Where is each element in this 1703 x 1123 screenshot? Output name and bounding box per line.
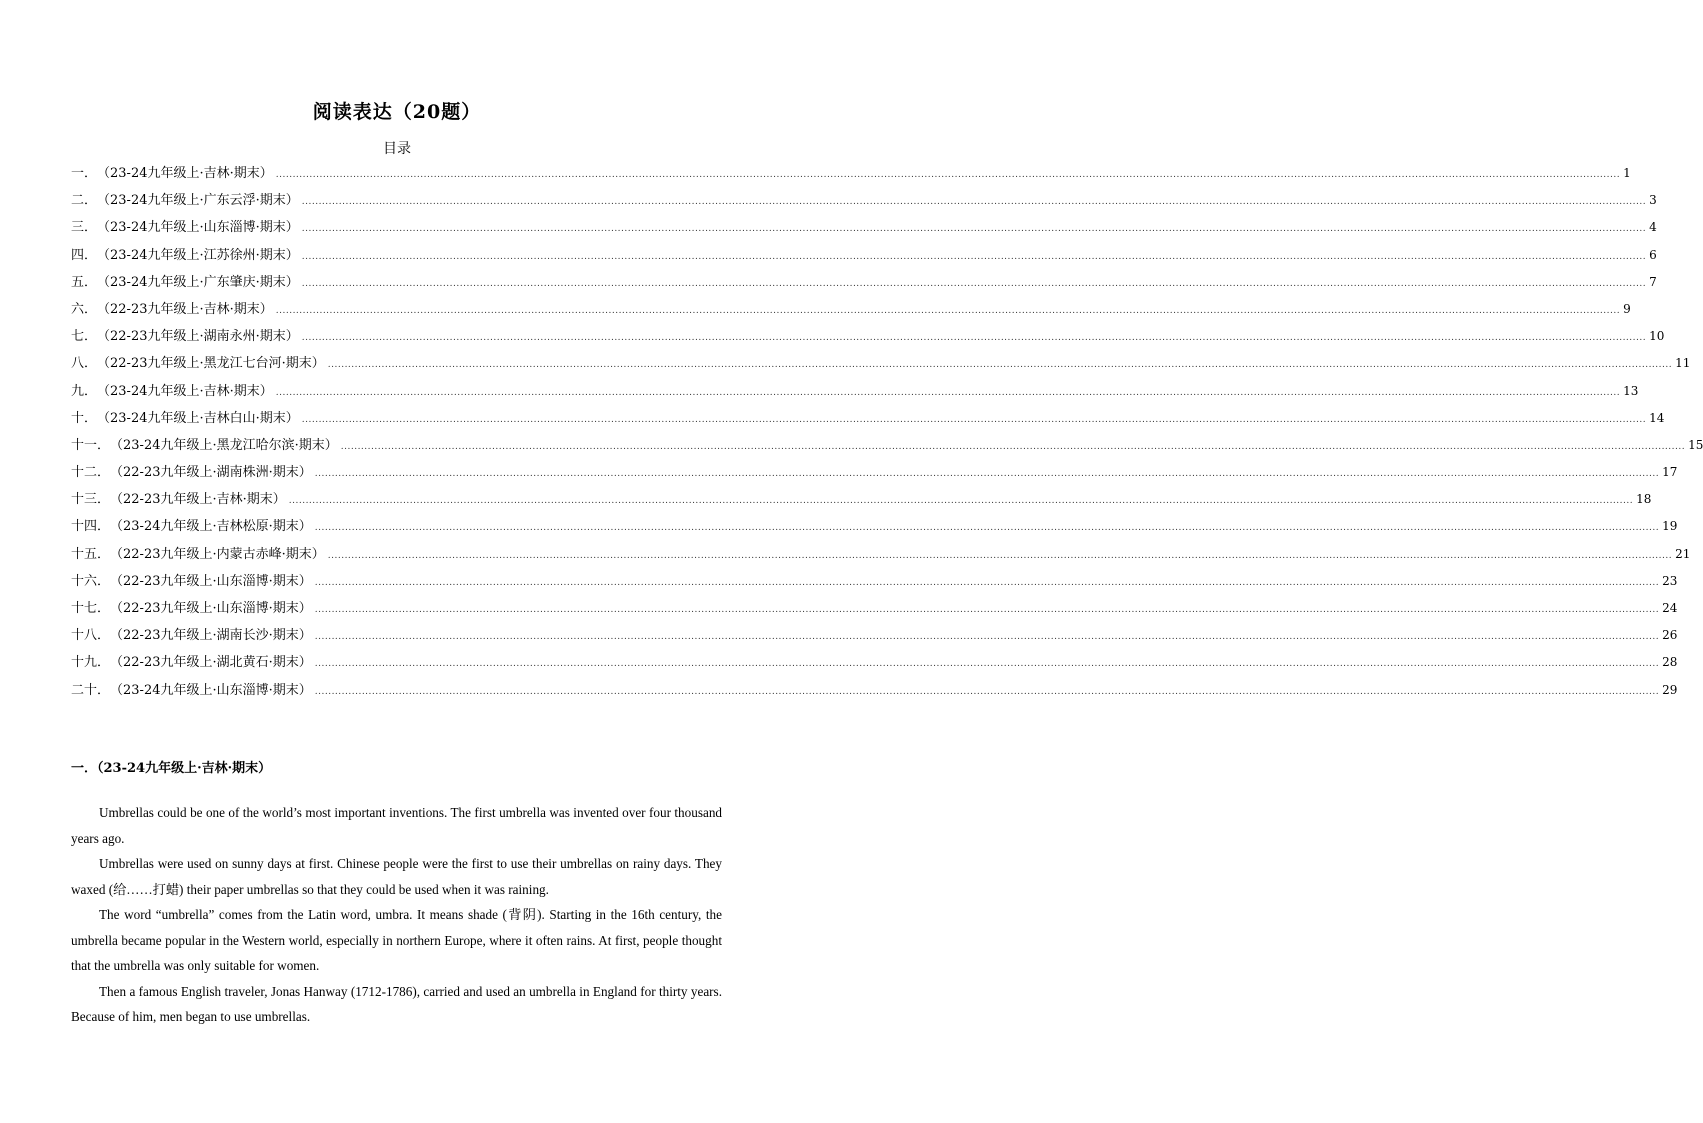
- toc-leader-dots: ................................................................................................................................................................................................................................................................................................................................................................................................................: [301, 414, 1647, 425]
- toc-entry[interactable]: [71, 407, 1665, 434]
- toc-entry[interactable]: [71, 597, 1678, 624]
- toc-entry-number: 十六．: [71, 573, 111, 589]
- toc-heading: 目录: [383, 141, 411, 157]
- toc-entry-page: 28: [1662, 655, 1678, 670]
- toc-leader-dots: ................................................................................................................................................................................................................................................................................................................................................................................................................: [314, 686, 1660, 697]
- toc-entry[interactable]: [71, 325, 1665, 352]
- toc-entry-source: （22-23九年级上·湖南长沙·期末）: [110, 628, 312, 644]
- toc-entry[interactable]: [71, 352, 1691, 379]
- toc-entry[interactable]: [71, 244, 1657, 271]
- toc-entry[interactable]: [71, 488, 1652, 515]
- toc-entry-number: 八．: [71, 356, 98, 372]
- toc-entry[interactable]: [71, 679, 1678, 706]
- toc-entry-number: 十七．: [71, 601, 111, 616]
- toc-entry-source: （23-24九年级上·山东淄博·期末）: [97, 220, 299, 236]
- toc-entry-page: 18: [1636, 492, 1652, 507]
- toc-entry[interactable]: [71, 189, 1657, 216]
- toc-entry-page: 17: [1662, 465, 1678, 480]
- toc-entry-source: （22-23九年级上·黑龙江七台河·期末）: [97, 356, 325, 372]
- toc-entry-page: 11: [1675, 356, 1691, 371]
- toc-leader-dots: ................................................................................................................................................................................................................................................................................................................................................................................................................: [327, 360, 1673, 371]
- toc-entry-page: 10: [1649, 329, 1665, 344]
- toc-entry[interactable]: [71, 461, 1678, 488]
- toc-entry[interactable]: [71, 380, 1639, 407]
- toc-entry-source: （23-24九年级上·吉林松原·期末）: [110, 519, 312, 535]
- toc-entry-page: 19: [1662, 519, 1678, 534]
- toc-leader-dots: ................................................................................................................................................................................................................................................................................................................................................................................................................: [314, 605, 1660, 615]
- toc-entry[interactable]: [71, 570, 1678, 597]
- toc-entry-page: 7: [1649, 274, 1657, 289]
- toc-entry-page: 24: [1662, 601, 1678, 615]
- document-title: 阅读表达（20题）: [312, 101, 482, 123]
- toc-leader-dots: ................................................................................................................................................................................................................................................................................................................................................................................................................: [288, 496, 1634, 507]
- toc-entry-number: 九．: [71, 383, 98, 399]
- toc-entry-page: 14: [1649, 410, 1665, 425]
- toc-entry[interactable]: [71, 298, 1631, 325]
- toc-leader-dots: ................................................................................................................................................................................................................................................................................................................................................................................................................: [275, 387, 1621, 398]
- toc-entry-number: 十五．: [71, 546, 111, 562]
- toc-entry-source: （23-24九年级上·吉林白山·期末）: [97, 410, 299, 426]
- paragraph: The word “umbrella” comes from the Latin word, umbra. It means shade (背阴). Starting in the 16th century, the umbrella became popular in the Western world, especially in northern Europe, where it often rains. At first, people thought that the umbrella was only suitable for women.: [71, 907, 722, 973]
- paragraph: Umbrellas were used on sunny days at first. Chinese people were the first to use their umbrellas on rainy days. They waxed (给……打蜡) their paper umbrellas so that they could be used when it was raining.: [71, 856, 722, 897]
- toc-leader-dots: ................................................................................................................................................................................................................................................................................................................................................................................................................: [275, 170, 1621, 180]
- toc-entry-number: 二．: [71, 193, 98, 209]
- toc-entry-number: 三．: [71, 220, 98, 236]
- toc-entry-number: 二十．: [71, 682, 111, 698]
- toc-entry[interactable]: [71, 216, 1657, 243]
- toc-leader-dots: ................................................................................................................................................................................................................................................................................................................................................................................................................: [275, 305, 1621, 316]
- toc-entry[interactable]: [71, 434, 1703, 461]
- toc-entry-number: 十一．: [71, 437, 111, 453]
- toc-leader-dots: ................................................................................................................................................................................................................................................................................................................................................................................................................: [340, 441, 1686, 452]
- toc-entry-page: 1: [1623, 166, 1631, 180]
- paragraph: Umbrellas could be one of the world’s most important inventions. The first umbrella was invented over four thousand years ago.: [71, 805, 722, 846]
- toc-entry-number: 一．: [71, 166, 98, 181]
- toc-entry[interactable]: [71, 162, 1631, 189]
- toc-entry-number: 十四．: [71, 519, 111, 535]
- toc-entry-page: 23: [1662, 573, 1678, 588]
- toc-entry-number: 十二．: [71, 465, 111, 481]
- paragraph: Then a famous English traveler, Jonas Hanway (1712-1786), carried and used an umbrella in England for thirty years. Because of him, men began to use umbrellas.: [71, 983, 722, 1024]
- toc-entry-page: 3: [1649, 193, 1657, 208]
- toc-entry-number: 五．: [71, 274, 98, 290]
- toc-entry[interactable]: [71, 543, 1691, 570]
- toc-leader-dots: ................................................................................................................................................................................................................................................................................................................................................................................................................: [301, 251, 1647, 262]
- toc-entry-number: 十九．: [71, 655, 111, 671]
- toc-entry-source: （23-24九年级上·广东肇庆·期末）: [97, 274, 299, 290]
- toc-entry-number: 十三．: [71, 492, 111, 508]
- toc-entry-number: 十．: [71, 410, 98, 426]
- toc-entry-page: 4: [1649, 220, 1657, 235]
- toc-entry-source: （22-23九年级上·湖北黄石·期末）: [110, 655, 312, 671]
- toc-entry-page: 29: [1662, 682, 1678, 697]
- toc-leader-dots: ................................................................................................................................................................................................................................................................................................................................................................................................................: [327, 550, 1673, 561]
- toc-entry-source: （22-23九年级上·吉林·期末）: [110, 492, 286, 508]
- toc-entry-number: 四．: [71, 247, 98, 263]
- toc-entry-source: （23-24九年级上·黑龙江哈尔滨·期末）: [110, 437, 338, 453]
- toc-entry-source: （23-24九年级上·山东淄博·期末）: [110, 682, 312, 698]
- toc-leader-dots: ................................................................................................................................................................................................................................................................................................................................................................................................................: [314, 577, 1660, 588]
- toc-leader-dots: ................................................................................................................................................................................................................................................................................................................................................................................................................: [301, 278, 1647, 289]
- toc-entry-page: 6: [1649, 247, 1657, 262]
- toc-entry-page: 9: [1623, 301, 1631, 316]
- toc-entry-source: （22-23九年级上·湖南永州·期末）: [97, 329, 299, 345]
- toc-entry-source: （22-23九年级上·山东淄博·期末）: [110, 573, 312, 589]
- toc-entry-source: （23-24九年级上·吉林·期末）: [97, 383, 273, 399]
- toc-leader-dots: ................................................................................................................................................................................................................................................................................................................................................................................................................: [314, 659, 1660, 670]
- toc-entry-number: 七．: [71, 329, 98, 345]
- table-of-contents: [71, 162, 1703, 706]
- toc-entry-source: （22-23九年级上·内蒙古赤峰·期末）: [110, 546, 325, 562]
- toc-entry-page: 15: [1688, 437, 1703, 452]
- toc-leader-dots: ................................................................................................................................................................................................................................................................................................................................................................................................................: [301, 333, 1647, 344]
- toc-entry-number: 十八．: [71, 628, 111, 644]
- toc-entry[interactable]: [71, 651, 1678, 678]
- toc-entry[interactable]: [71, 515, 1678, 542]
- toc-leader-dots: ................................................................................................................................................................................................................................................................................................................................................................................................................: [314, 523, 1660, 534]
- toc-entry-source: （22-23九年级上·吉林·期末）: [97, 301, 273, 317]
- toc-leader-dots: ................................................................................................................................................................................................................................................................................................................................................................................................................: [314, 632, 1660, 643]
- toc-entry-source: （22-23九年级上·山东淄博·期末）: [110, 601, 312, 616]
- toc-entry-page: 21: [1675, 546, 1691, 561]
- toc-entry-source: （22-23九年级上·湖南株洲·期末）: [110, 465, 312, 481]
- toc-entry[interactable]: [71, 271, 1657, 298]
- passage-body: [71, 800, 722, 1030]
- toc-leader-dots: ................................................................................................................................................................................................................................................................................................................................................................................................................: [314, 469, 1660, 480]
- toc-entry-source: （23-24九年级上·江苏徐州·期末）: [97, 247, 299, 263]
- toc-entry-page: 26: [1662, 628, 1678, 643]
- toc-entry-source: （23-24九年级上·广东云浮·期末）: [97, 193, 299, 209]
- toc-entry[interactable]: [71, 624, 1678, 651]
- toc-entry-source: （23-24九年级上·吉林·期末）: [97, 166, 273, 181]
- section-heading: 一．（23-24九年级上·吉林·期末）: [71, 761, 272, 776]
- toc-leader-dots: ................................................................................................................................................................................................................................................................................................................................................................................................................: [301, 224, 1647, 235]
- toc-leader-dots: ................................................................................................................................................................................................................................................................................................................................................................................................................: [301, 197, 1647, 208]
- toc-entry-number: 六．: [71, 301, 98, 317]
- toc-entry-page: 13: [1623, 383, 1639, 398]
